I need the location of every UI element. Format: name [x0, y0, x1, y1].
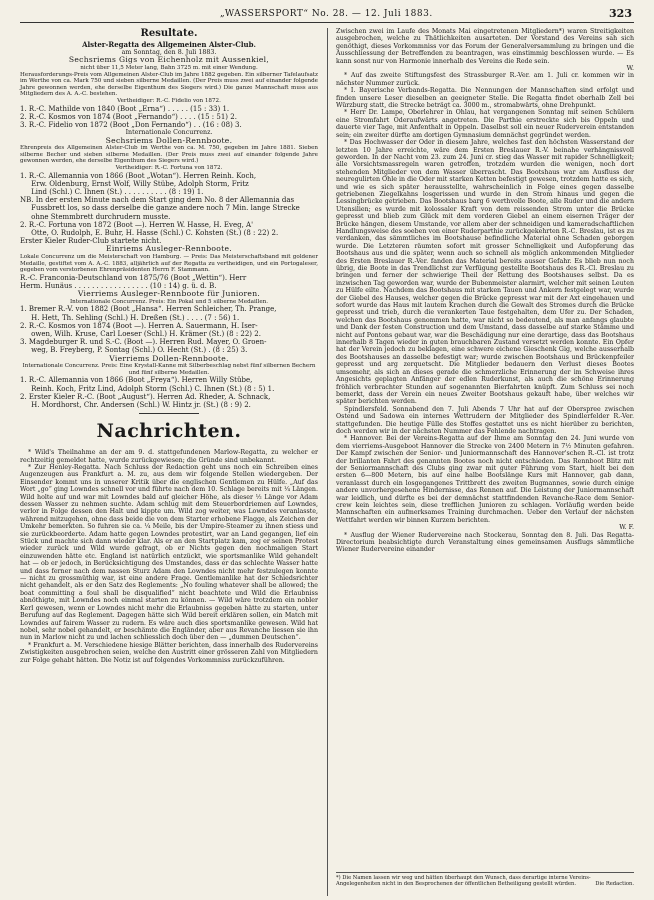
- race1-result-2: 2. R.-C. Kosmos von 1874 (Boot „Fernando“) . . . . (15 : 51) 2.: [20, 112, 237, 121]
- race4-line-5: 3. Magdeburger R. und S.-C. (Boot —). Herren Rud. Mayer, O. Groen-: [20, 338, 267, 347]
- footnote-signature: Die Redaction.: [595, 881, 634, 887]
- race2-line-6: ohne Stemmbrett durchrudern musste.: [20, 212, 171, 221]
- column-separator: [327, 28, 328, 896]
- section-divider: [139, 413, 199, 414]
- race2-prize: Ehrenpreis des Allgemeinen Alster-Club im Werthe von ca. M. 750, gegeben im Jahre 1881. Sieben silberne Becher und sieben silberne Medaillen. (Der Preis muss zwei auf einander folgende Jahre gewonnen werden, ehe derselbe Eigenthum des Siegers wird.): [20, 145, 318, 165]
- race3-prize: Lokale Concurrenz um die Meisterschaft von Hamburg. — Preis: Das Meisterschaftsband mit goldener Medaille, gestiftet vom A. A.-C. 1883, alljährlich auf der Regatta zu vertheidigen, und ein Portogaleser, gegeben vom verstorbenen Ehrenpräsidenten Herrn F. Stammann.: [20, 253, 318, 274]
- news-wild: * Wild's Theilnahme an der am 9. d. stattgefundenen Marlow-Regatta, zu welcher er rechtzeitig gemeldet hatte, wurde zurückgewiesen; die Gründe sind unbekannt.: [20, 449, 318, 464]
- race2-line-9: Erster Kieler Ruder-Club startete nicht.: [20, 237, 162, 246]
- regatta-date: am Sonntag, den 8. Juli 1883.: [121, 49, 217, 56]
- news-wiener: * Ausflug der Wiener Rudervereine nach Stockerau, Sonntag den 8. Juli. Das Regatta-Directorium beabsichtigte durch Veranstaltung eines gemeinsamen Ausflugs sämmtliche Wiener Rudervereine einander: [336, 531, 634, 554]
- news-hannover: * Hannover. Bei der Vereins-Regatta auf der Ihme am Sonntag den 24. Juni wurde von dem vierriems-Ausgeboot Hannover die Strecke von 2400 Metern in 7½ Minuten gefahren. Der Kampf zwischen der Senior- und Juniormannschaft des Hannover'schen R.-Cl. ist trotz der brillanten Fahrt des genannten Bootes noch nicht entschieden. Das Rennboot Blitz mit der Seniormannschaft des Clubs ging zwar mit guter Führung vom Start, hielt bei den ersten 6—800 Metern, bis auf eine halbe Bootslänge Kurs mit Hannover, gab dann, veranlasst durch ein losgegangenes Trittbrett des zweiten Bugmannes, sowie durch einige andere unvorhergesehene Hindernisse, das Rennen auf. Die Leistung der Juniormannschaft war leidlich, und dürfte es bei der demnächst stattfindenden Revanche-Race dem Senior-crew kein leichtes sein, diese trefflichen Junioren zu schlagen. Vorläufig werden beide Mannschaften ein aufmerksames Training durchmachen. Ueber den Verlauf der nächsten Wettfahrt werden wir binnen Kurzem berichten.: [336, 435, 634, 524]
- news-frankfurt-cont: Zwischen zwei im Laufe des Monats Mai eingetretenen Mitgliedern*) waren Streitigkeiten ausgebrochen, welche zu Thätlichkeiten ausarteten. Der Vorstand des Vereins sah sich genöthigt, dieses Vorkommniss vor das Forum der Generalversammlung zu bringen und die Ausschliessung der Betreffenden zu beantragen, was einstimmig beschlossen wurde. — Es kann sonst nur von Harmonie innerhalb des Vereins die Rede sein.: [336, 28, 634, 65]
- race4-line-6: weg, B. Freyberg, P. Sontag (Schl.) O. Hecht (St.) . (8 : 25) 3.: [20, 346, 248, 355]
- race4-line-4: owen, Wilh. Kruse, Carl Loeser (Schl.) H. Krämer (St.) (8 : 22) 2.: [20, 329, 261, 338]
- news-strassburg: * Auf das zweite Stiftungsfest des Strassburger R.-Ver. am 1. Juli cr. kommen wir in nächster Nummer zurück.: [336, 72, 634, 87]
- race2-line-2: Erw. Oldenburg, Ernst Wolf, Willy Stübe, Adolph Storm, Fritz: [20, 179, 249, 188]
- nachrichten-heading: Nachrichten.: [96, 420, 242, 443]
- race2-holder: Vertheidiger: R.-C. Fortuna von 1872.: [115, 164, 223, 171]
- race1-result-3: 3. R.-C. Fidelio von 1872 (Boot „Don Fernando“) . . (16 : 08) 3.: [20, 120, 242, 129]
- race1-result-1: 1. R.-C. Mathilde von 1840 (Boot „Erna“) . . . . . (15 : 33) 1.: [20, 104, 230, 113]
- footnote-text: *) Die Namen lassen wir weg und hätten überhaupt den Wunsch, dass derartige interne Vereins-Angelegenheiten nicht in den Besprochenen der öffentlichen Betheiligung gestellt würden.: [336, 875, 591, 887]
- regatta-title: Alster-Regatta des Allgemeinen Alster-Club.: [82, 40, 256, 49]
- race2-category: Internationale Concurrenz.: [125, 129, 213, 137]
- signature-wf: W. F.: [619, 524, 634, 532]
- right-column: [336, 28, 634, 554]
- footnote: [336, 872, 634, 887]
- race4-title: Vierriems Ausleger-Rennboote für Junioren.: [77, 289, 261, 299]
- race1-desc: nicht über 11,5 Meter lang, Bahn 3725 m. mit einer Wendung.: [80, 65, 258, 71]
- race5-line-2: Reinh. Koch, Fritz Lind, Adolph Storm (Schl.) C. Ihnen (St.) (8 : 5) 1.: [20, 384, 275, 393]
- race5-line-1: 1. R.-C. Allemannia von 1866 (Boot „Freya“). Herren Willy Stübe,: [20, 376, 253, 385]
- race2-title: Sechsriems Dollen-Rennboote.: [105, 135, 233, 145]
- race1-holder: Vertheidiger: R.-C. Fidelio von 1872.: [117, 97, 221, 104]
- race1-title: Sechsriems Gigs von Eichenholz mit Aussenkiel,: [68, 55, 270, 65]
- news-frankfurt: * Frankfurt a. M. Verschiedene hiesige Blätter berichten, dass innerhalb des Rudervereins Zwistigkeiten ausgebrochen seien, welche den Austritt einer grösseren Zahl von Mitgliedern zur Folge gehabt hätten. Die Notiz ist auf folgendes Vorkommniss zurückzuführen.: [20, 641, 318, 664]
- race4-line-1: 1. Bremer R.-V. von 1882 (Boot „Hansa“. Herren Schleicher, Th. Prange,: [20, 305, 277, 314]
- race3-result: R.-C. Franconia-Deutschland von 1875/76 (Boot „Wettin“). Herr: [20, 273, 247, 282]
- race5-prize: Internationale Concurrenz. Preis: Eine Krystall-Kanne mit Silberbeschlag nebst fünf silbernen Bechern und fünf silberne Medaillen.: [22, 363, 316, 376]
- race2-line-1: 1. R.-C. Allemannia von 1866 (Boot „Wotan“). Herren Reinh. Koch,: [20, 171, 257, 180]
- race5-line-3: 2. Erster Kieler R.-C. (Boot „August“). Herren Ad. Rheder, A. Schnack,: [20, 392, 271, 401]
- race4-line-2: H. Hett, Th. Sehling (Schl.) H. Dreßen (St.) . . . . (7 : 56) 1.: [20, 313, 240, 322]
- race2-line-8: Otte, O. Rudolph, E. Buhr, H. Hasse (Schl.) C. Kohsten (St.) (8 : 22) 2.: [20, 228, 279, 237]
- running-title: „WASSERSPORT“ No. 28. — 12. Juli 1883.: [220, 9, 433, 19]
- race4-prize: Internationale Concurrenz. Preis: Ein Pokal und 5 silberne Medaillen.: [69, 298, 269, 305]
- news-hochwasser: * Das Hochwasser der Oder in diesem Jahre, welches fast den höchsten Wasserstand der letzten 10 Jahre erreichte, wäre dem Ersten Breslauer R.-V. beinahe verhängnissvoll geworden. In der Nacht vom 23. zum 24. Juni cr. stieg das Wasser mit rapider Schnelligkeit; alle Vorsichtsmassregeln waren getroffen, trotzdem wurden die wenigen, noch dort stehenden Mitglieder von dem Wasser überrascht. Das Bootshaus war am Ausfluss der neuregulirten Ohle in die Oder mit starken Ketten befestigt gewesen, trotzdem hatte es sich, und wie es sich später herausstellte, wahrscheinlich in Folge eines gegen dasselbe getriebenen Ziegelkahns losgerissen und wurde in den Strom hinaus und gegen die Lessingbrücke getrieben. Das Bootshaus barg 6 werthvolle Boote, alle Ruder und die andern Utensilien; es wurde mit kolossaler Kraft von dem reissenden Strom unter die Brücke gepresst und blieb zum Glück mit dem vorderen Giebel an einem eisernen Träger der Brücke hängen, diesem Umstande, vor allem aber der schneidigen und kameradschaftlichen Handlungsweise des soeben von einer Ruderparthie zurückgekehrten R.-C. Breslau, ist es zu verdanken, das sämmtliches im Bootshause befindliche Material ohne Schaden geborgen wurde. Die Letzteren räumten sofort mit grosser Schnelligkeit und Aufopferung das Bootshaus aus und die später, wenn auch so schnell als möglich ankommenden Mitglieder des Ersten Breslauer R.-Ver. fanden das Material bereits ausser Gefahr. Es blieb nun noch übrig, die Boote in das Trendlichst zur Verfügung gestellte Bootshaus des R.-Cl. Breslau zu bringen und ferner der schwierige Theil der Rettung des Bootshauses selbst. Da es inzwischen Tag geworden war, wurde der Bubenmeister alarmirt, welcher mit seinen Leuten zu Hülfe eilte. Nachdem das Bootshaus mit starken Tauen und Ankern festgelegt war, wurde der Giebel des Hauses, welcher gegen die Brücke gepresst war mit der Axt eingehauen und sofort wurde das Haus mit lautem Krachen durch die Gewalt des Stromes durch die Brücke gepresst und trieb, durch die verankerten Taue festgehalten, dem Ufer zu. Der Schaden, welchen das Bootshaus genommen hatte, war nicht so bedeutend, als man anfangs glaubte und Dank der festen Construction und dem Umstand, dass dasselbe auf starke Stämme und nicht auf Pontons gebaut war, war die Beschädigung nur eine derartige, dass das Bootshaus innerhalb 8 Tagen wieder in guten brauchbaren Zustand versetzt werden konnte. Ein Opfer hat der Verein jedoch zu beklagen, eine schwere eichene Gieschenk Gig, welche ausserhalb des Bootshauses an dasselbe befestigt war; wurde zwischen Bootshaus und Brückenpfeiler gepresst und arg zerquetscht. Die Mitglieder bedauern den Verlust dieses Bootes umsomehr, als sich an dieses gerade die schmerzliche Erinnerung der im Schweise ihres Angesichts geplagten Anfänger der edlen Ruderkunst, als auch die schöne Erinnerung fröhlich verbrachter Stunden auf sogenannten Bierfahrten knüpft. Zum Schluss sei noch bemerkt, dass der Verein ein neues Zweiter Bootshaus gekauft habe, über welches wir später berichten werden.: [336, 139, 634, 406]
- race5-title: Vierriems Dollen-Rennboote.: [109, 353, 229, 363]
- signature-w: W.: [626, 65, 634, 73]
- race3-result-cont: Herm. Hunäus . . . . . . . . . . . . . . . . . (10 : 14) g. ü. d. B.: [20, 281, 217, 290]
- news-henley: * Zur Henley-Regatta. Nach Schluss der Redaction geht uns noch ein Schreiben eines Augenzeugen aus Frankfurt a. M. zu, aus dem wir folgende Stellen wiedergeben. Der Einsender kommt uns in unserer Kritik über die englischen Gentlemen zu Hülfe. „Auf das Wort „go“ ging Lowndes schnell vor und führte nach dem 10. Schlage bereits mit ¼ Längen. Wild holte auf und war mit Lowndes bald auf gleicher Höhe, als dieser ½ Länge vor Adam dessen Wasser zu nehmen suchte. Adam schlug mit dem Steuerbordriemen auf Lowndes, verlor in Folge dessen den Halt und kippte um. Wild zog weiter, was Lowndes veranlasste, während mitzugehen, ohne dass beide die von dem Starter erhobene Flagge, als Zeichen der Umkehr bemerkten. So fuhren sie ca. ¼ Meile, bis der Umpire-Steamer zu ihnen stiess und sie zurückbeorderte. Adam hatte gegen Lowndes protestirt, war an Land gegangen, lief ein Stück und machte sich dann wieder klar. Als er an den Startplatz kam, zog er seinen Protest wieder zurück und Wild wurde gefragt, ob er Nichts gegen den nochmaligen Start einzuwenden hätte etc. England ist natürlich entzückt, wie sportsmanlike Wild gehandelt hat — ob er jedoch, in Berücksichtigung des Umstandes, dass er das schlechte Wasser hatte und dass ferner nach dem nassen Sturz Adam den Lowndes nicht mehr festzulegen konnte — nicht zu grossmüthig war, ist eine andere Frage. Gentlemanlike hat der Schiedsrichter nicht gehandelt, als er den Satz des Reglements: „No fouling whatever shall be allowed; the boat committing a foul shall be disqualified“ nicht beachtete und Wild die Erlaubniss abnöthigte, mit Lowndes noch einmal starten zu können. — Wild wäre trotzdem ein nobler Kerl gewesen, wenn er Lowndes nicht mehr die Erlaubniss gegeben hätte zu starten, unter Berufung auf das Reglement. Dagegen hätte sich Wild bereit erklären sollen, ein Match mit Lowndes auf fairem Wasser zu rudern. Es wäre auch dies sportsmanlike gewesen. Wild hat nobel, sehr nobel gehandelt, er beschämte die Engländer, aber aus Revanche liessen sie ihn nun in Marlow nicht zu und lachen schliesslich doch über den — „dummen Deutschen“.: [20, 463, 319, 642]
- news-lampe: * Herr Dr. Lampe, Oberlehrer in Ohlau, hat vergangenen Sonntag mit seinen Schülern eine Stromfahrt Oderaufwärts angetreten. Die Parthie erstreckte sich bis Oppeln und dauerte vier Tage, mit Anfenthalt in Oppeln. Daselbst soll ein neuer Ruderverein entstanden sein; ein zweiter dürfte am dortigen Gymnasium demnächst gegründet werden.: [336, 109, 634, 139]
- race2-line-5: Fussbrett los, so dass derselbe die ganze andere noch 7 Min. lange Strecke: [20, 204, 300, 213]
- page-number: 323: [609, 7, 632, 20]
- race2-line-4: NB. In der ersten Minute nach dem Start ging dem No. 8 der Allemannia das: [20, 196, 295, 205]
- race2-line-3: Lind (Schl.) C. Ihnen (St.) . . . . . . . . . . (8 : 19) 1.: [20, 187, 204, 196]
- left-column: [20, 28, 318, 664]
- page-header: [20, 6, 634, 23]
- newspaper-page: [20, 6, 634, 896]
- news-bayerische: * I. Bayerische Verbands-Regatta. Die Nennungen der Mannschaften sind erfolgt und finden unsere Leser dieselben an geeigneter Stelle. Die Regatta findet oberhalb Zell bei Würzburg statt, die Strecke beträgt ca. 3000 m., stromabwärts, ohne Drehpunkt.: [336, 87, 634, 110]
- results-heading: Resultate.: [140, 28, 198, 39]
- race2-line-7: 2. R.-C. Fortuna von 1872 (Boot —). Herren W. Hasse, H. Eveg, A': [20, 220, 254, 229]
- race4-line-3: 2. R.-C. Kosmos von 1874 (Boot —). Herren A. Sauermann, H. Iser-: [20, 321, 258, 330]
- race1-prize: Herausforderungs-Preis vom Allgemeinen Alster-Club im Jahre 1882 gegeben. Ein silberner Tafelaufsatz im Werthe von ca. Mark 750 und sieben silberne Medaillen. (Der Preis muss zwei auf einander folgende Jahre gewonnen werden, ehe derselbe Eigenthum des Siegers wird.) Die ganze Mannschaft muss aus Mitgliedern des A. A.-C. bestehen.: [20, 71, 318, 98]
- race3-title: Einriems Ausleger-Rennboote.: [105, 244, 233, 254]
- race5-line-4: H. Mordhorst, Chr. Andersen (Schl.) W. Hintz jr. (St.) (8 : 9) 2.: [20, 400, 251, 409]
- news-spindlersfeld: Spindlersfeld. Sonnabend den 7. Juli Abends 7 Uhr hat auf der Oberspree zwischen Ostend und Sadowa ein internes Wettrudern der Mitglieder des Spindlerfelder R.-Ver. stattgefunden. Die heutige Fülle des Stoffes gestattet uns es nicht hierüber zu berichten, doch werden wir in der nächsten Nummer das Fehlende nachtragen.: [336, 405, 634, 435]
